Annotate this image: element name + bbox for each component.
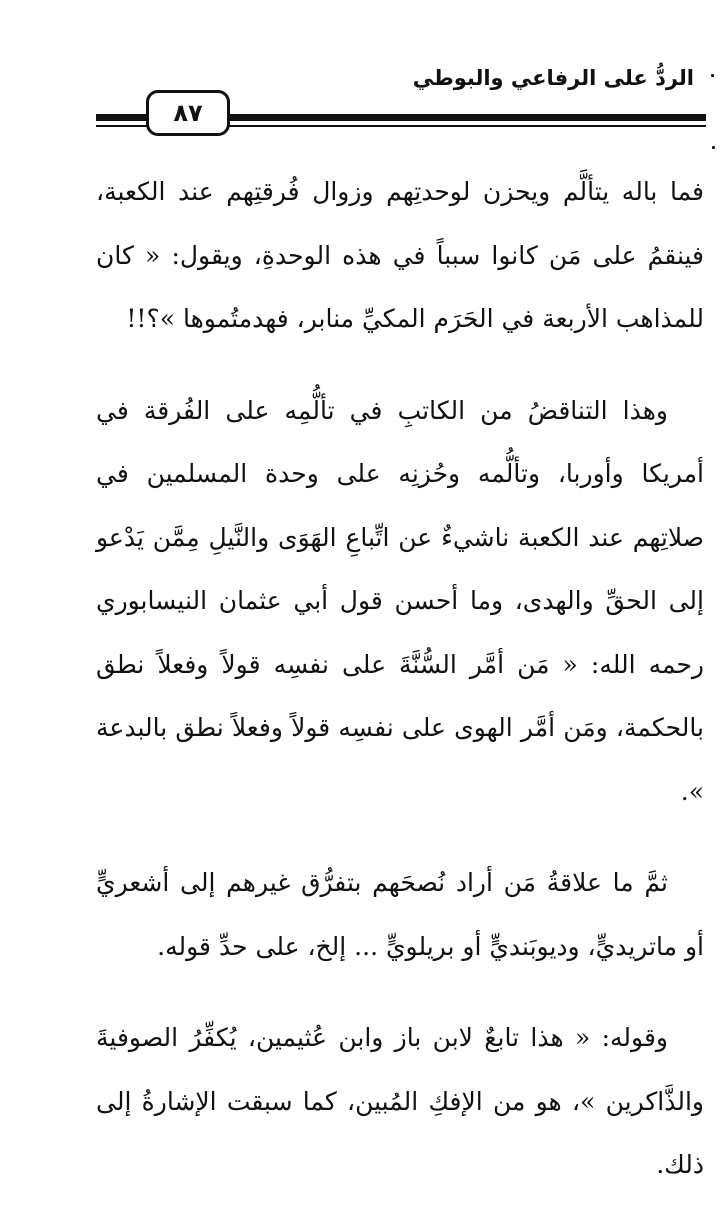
scan-speck: [712, 146, 715, 149]
running-title: الردُّ على الرفاعي والبوطي: [412, 66, 694, 90]
paragraph: وهذا التناقضُ من الكاتبِ في تألُّمِه على الفُرقة في أمريكا وأوربا، وتألُّمه وحُزنِه على وحدة المسلمين في صلاتِهم عند الكعبة ناشيءٌ عن اتِّباعِ الهَوَى والنَّيلِ مِمَّن يَدْعو إلى الحقِّ والهدى، وما أحسن قول أبي عثمان النيسابوري رحمه الله: « مَن أمَّر السُّنَّةَ على نفسِه قولاً وفعلاً نطق بالحكمة، ومَن أمَّر الهوى على نفسِه قولاً وفعلاً نطق بالبدعة ».: [96, 395, 704, 806]
scan-speck: [711, 74, 714, 77]
page-number: ٨٧: [146, 90, 230, 136]
paragraph: ثمَّ ما علاقةُ مَن أراد نُصحَهم بتفرُّق غيرهم إلى أشعريٍّ أو ماتريديٍّ، وديوبَنديٍّ أو بريلويٍّ ... إلخ، على حدِّ قوله.: [96, 868, 704, 961]
paragraph: وقوله: « هذا تابعٌ لابن باز وابن عُثيمين، يُكفِّرُ الصوفيةَ والذَّاكرين »، هو من الإفكِ المُبين، كما سبقت الإشارةُ إلى ذلك.: [96, 1023, 704, 1179]
paragraph: فما باله يتألَّم ويحزن لوحدتِهم وزوال فُرقتِهم عند الكعبة، فينقمُ على مَن كانوا سبباً في هذه الوحدةِ، ويقول: « كان للمذاهب الأربعة في الحَرَم المكيِّ منابر، فهدمتُموها »؟!!: [96, 177, 704, 333]
body-text: [96, 160, 704, 1225]
